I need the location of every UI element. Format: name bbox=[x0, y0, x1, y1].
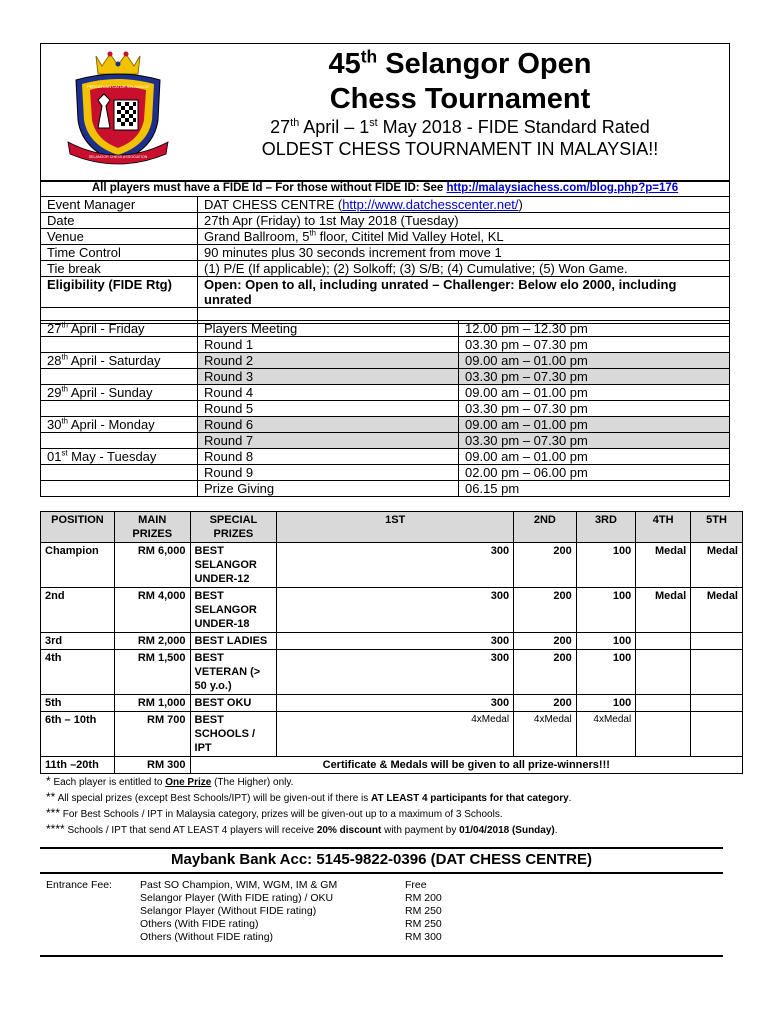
info-row bbox=[41, 261, 730, 277]
prize-3rd: 100 bbox=[576, 543, 636, 588]
schedule-time: 03.30 pm – 07.30 pm bbox=[459, 433, 730, 449]
info-value: 90 minutes plus 30 seconds increment from move 1 bbox=[198, 245, 730, 261]
prize-2nd: 200 bbox=[514, 633, 577, 650]
title-line-2: Chess Tournament bbox=[329, 83, 591, 115]
prize-position: 3rd bbox=[41, 633, 115, 650]
prize-row bbox=[41, 757, 743, 774]
schedule-time: 09.00 am – 01.00 pm bbox=[459, 449, 730, 465]
info-table bbox=[40, 180, 730, 324]
prize-2nd: 200 bbox=[514, 588, 577, 633]
fide-note: All players must have a FIDE Id – For those without FIDE ID: See http://malaysiachess.com/blog.php?p=176 bbox=[41, 181, 730, 197]
prize-main: RM 1,000 bbox=[114, 695, 190, 712]
info-row bbox=[41, 277, 730, 308]
schedule-round: Round 3 bbox=[198, 369, 459, 385]
info-label: Venue bbox=[41, 229, 198, 245]
prize-header: POSITION bbox=[41, 512, 115, 543]
prize-2nd: 4xMedal bbox=[514, 712, 577, 757]
fee-amount: Free bbox=[405, 879, 427, 891]
info-label: Event Manager bbox=[41, 197, 198, 213]
schedule-round: Round 6 bbox=[198, 417, 459, 433]
schedule-round: Round 4 bbox=[198, 385, 459, 401]
event-dates: 27th April – 1st May 2018 - FIDE Standard Rated bbox=[270, 117, 650, 137]
schedule-day: 29th April - Sunday bbox=[41, 385, 198, 401]
schedule-time: 12.00 pm – 12.30 pm bbox=[459, 321, 730, 337]
prize-header: SPECIAL PRIZES bbox=[190, 512, 277, 543]
svg-text:PERSATUAN CATUR SELANGOR: PERSATUAN CATUR SELANGOR bbox=[86, 84, 150, 89]
prize-5th bbox=[691, 712, 743, 757]
schedule-row bbox=[41, 465, 730, 481]
prize-4th bbox=[636, 633, 691, 650]
prize-1st: 4xMedal bbox=[277, 712, 514, 757]
event-manager-link[interactable]: http://www.datchesscenter.net/ bbox=[342, 197, 519, 212]
prize-row bbox=[41, 543, 743, 588]
schedule-row bbox=[41, 369, 730, 385]
prize-3rd: 100 bbox=[576, 588, 636, 633]
divider bbox=[40, 847, 723, 849]
prize-special: BEST VETERAN (> 50 y.o.) bbox=[190, 650, 277, 695]
fee-label: Entrance Fee: bbox=[46, 879, 112, 891]
info-row bbox=[41, 245, 730, 261]
prize-position: 6th – 10th bbox=[41, 712, 115, 757]
prize-row bbox=[41, 650, 743, 695]
prize-main: RM 1,500 bbox=[114, 650, 190, 695]
schedule-row bbox=[41, 433, 730, 449]
prize-main: RM 700 bbox=[114, 712, 190, 757]
prize-3rd: 100 bbox=[576, 633, 636, 650]
prize-header: 2ND bbox=[514, 512, 577, 543]
prize-main: RM 300 bbox=[114, 757, 190, 774]
info-value: Open: Open to all, including unrated – Challenger: Below elo 2000, including unrated bbox=[198, 277, 730, 308]
fee-amounts bbox=[405, 879, 485, 944]
prize-2nd: 200 bbox=[514, 650, 577, 695]
prize-table bbox=[40, 511, 743, 774]
fee-amount: RM 250 bbox=[405, 905, 442, 917]
prize-main: RM 2,000 bbox=[114, 633, 190, 650]
schedule-day: 01st May - Tuesday bbox=[41, 449, 198, 465]
prize-3rd: 100 bbox=[576, 695, 636, 712]
schedule-round: Round 2 bbox=[198, 353, 459, 369]
fee-amount: RM 300 bbox=[405, 931, 442, 943]
prize-5th bbox=[691, 695, 743, 712]
prize-header: 1ST bbox=[277, 512, 514, 543]
schedule-time: 09.00 am – 01.00 pm bbox=[459, 417, 730, 433]
fee-categories bbox=[140, 879, 400, 944]
prize-1st: 300 bbox=[277, 588, 514, 633]
prize-position: 5th bbox=[41, 695, 115, 712]
fee-category: Selangor Player (With FIDE rating) / OKU bbox=[140, 892, 334, 904]
fee-category: Past SO Champion, WIM, WGM, IM & GM bbox=[140, 879, 338, 891]
info-label: Eligibility (FIDE Rtg) bbox=[41, 277, 198, 308]
title-line-1: 45th Selangor Open bbox=[328, 46, 592, 80]
info-row bbox=[41, 197, 730, 213]
divider bbox=[40, 955, 723, 957]
divider bbox=[40, 872, 723, 874]
schedule-time: 09.00 am – 01.00 pm bbox=[459, 353, 730, 369]
prize-5th bbox=[691, 633, 743, 650]
schedule-round: Round 1 bbox=[198, 337, 459, 353]
prize-4th bbox=[636, 712, 691, 757]
prize-position: 11th –20th bbox=[41, 757, 115, 774]
note-1: * Each player is entitled to One Prize (The Higher) only. bbox=[46, 774, 294, 788]
bank-account: Maybank Bank Acc: 5145-9822-0396 (DAT CHESS CENTRE) bbox=[171, 851, 592, 868]
prize-special: BEST SELANGOR UNDER-12 bbox=[190, 543, 277, 588]
prize-3rd: 100 bbox=[576, 650, 636, 695]
info-row bbox=[41, 213, 730, 229]
schedule-round: Round 8 bbox=[198, 449, 459, 465]
fide-link[interactable]: http://malaysiachess.com/blog.php?p=176 bbox=[446, 182, 679, 194]
prize-main: RM 6,000 bbox=[114, 543, 190, 588]
schedule-row bbox=[41, 481, 730, 497]
prize-3rd: 4xMedal bbox=[576, 712, 636, 757]
prize-special: BEST SELANGOR UNDER-18 bbox=[190, 588, 277, 633]
info-row bbox=[41, 229, 730, 245]
fide-note-row bbox=[41, 181, 730, 197]
fee-category: Others (Without FIDE rating) bbox=[140, 931, 274, 943]
schedule-round: Round 7 bbox=[198, 433, 459, 449]
prize-2nd: 200 bbox=[514, 695, 577, 712]
prize-header: MAIN PRIZES bbox=[114, 512, 190, 543]
prize-1st: 300 bbox=[277, 633, 514, 650]
prize-special: BEST SCHOOLS / IPT bbox=[190, 712, 277, 757]
fee-amount: RM 200 bbox=[405, 892, 442, 904]
prize-4th bbox=[636, 650, 691, 695]
prize-1st: 300 bbox=[277, 695, 514, 712]
prize-row bbox=[41, 695, 743, 712]
prize-4th bbox=[636, 695, 691, 712]
schedule-time: 03.30 pm – 07.30 pm bbox=[459, 401, 730, 417]
schedule-day: 30th April - Monday bbox=[41, 417, 198, 433]
info-label: Date bbox=[41, 213, 198, 229]
info-label: Tie break bbox=[41, 261, 198, 277]
schedule-time: 02.00 pm – 06.00 pm bbox=[459, 465, 730, 481]
prize-position: 4th bbox=[41, 650, 115, 695]
prize-main: RM 4,000 bbox=[114, 588, 190, 633]
info-value: 27th Apr (Friday) to 1st May 2018 (Tuesday) bbox=[198, 213, 730, 229]
prize-1st: 300 bbox=[277, 650, 514, 695]
schedule-day: 27th April - Friday bbox=[41, 321, 198, 337]
schedule-row bbox=[41, 353, 730, 369]
prize-4th: Medal bbox=[636, 588, 691, 633]
note-3: *** For Best Schools / IPT in Malaysia category, prizes will be given-out up to a maximum of 3 Schools. bbox=[46, 806, 503, 820]
schedule-round: Prize Giving bbox=[198, 481, 459, 497]
certificate-note: Certificate & Medals will be given to all prize-winners!!! bbox=[190, 757, 742, 774]
prize-5th: Medal bbox=[691, 543, 743, 588]
prize-2nd: 200 bbox=[514, 543, 577, 588]
prize-1st: 300 bbox=[277, 543, 514, 588]
schedule-time: 03.30 pm – 07.30 pm bbox=[459, 369, 730, 385]
schedule-time: 03.30 pm – 07.30 pm bbox=[459, 337, 730, 353]
schedule-day: 28th April - Saturday bbox=[41, 353, 198, 369]
schedule-round: Round 5 bbox=[198, 401, 459, 417]
info-label: Time Control bbox=[41, 245, 198, 261]
info-value: Grand Ballroom, 5th floor, Cititel Mid Valley Hotel, KL bbox=[198, 229, 730, 245]
prize-header: 3RD bbox=[576, 512, 636, 543]
prize-special: BEST OKU bbox=[190, 695, 277, 712]
prize-special: BEST LADIES bbox=[190, 633, 277, 650]
prize-header-row bbox=[41, 512, 743, 543]
prize-5th: Medal bbox=[691, 588, 743, 633]
crest-logo bbox=[62, 50, 174, 168]
schedule-time: 06.15 pm bbox=[459, 481, 730, 497]
schedule-time: 09.00 am – 01.00 pm bbox=[459, 385, 730, 401]
fee-amount: RM 250 bbox=[405, 918, 442, 930]
svg-text:SELANGOR CHESS ASSOCIATION: SELANGOR CHESS ASSOCIATION bbox=[88, 155, 148, 159]
subtitle: OLDEST CHESS TOURNAMENT IN MALAYSIA!! bbox=[261, 139, 659, 159]
prize-header: 5TH bbox=[691, 512, 743, 543]
schedule-row bbox=[41, 385, 730, 401]
schedule-row bbox=[41, 449, 730, 465]
fee-category: Selangor Player (Without FIDE rating) bbox=[140, 905, 317, 917]
schedule-round: Players Meeting bbox=[198, 321, 459, 337]
note-4: **** Schools / IPT that send AT LEAST 4 players will receive 20% discount with payment by 01/04/2018 (Sunday). bbox=[46, 822, 558, 836]
schedule-round: Round 9 bbox=[198, 465, 459, 481]
schedule-row bbox=[41, 321, 730, 337]
prize-row bbox=[41, 712, 743, 757]
info-value: (1) P/E (If applicable); (2) Solkoff; (3) S/B; (4) Cumulative; (5) Won Game. bbox=[198, 261, 730, 277]
schedule-row bbox=[41, 417, 730, 433]
fee-category: Others (With FIDE rating) bbox=[140, 918, 259, 930]
schedule-table bbox=[40, 320, 730, 497]
prize-position: Champion bbox=[41, 543, 115, 588]
prize-position: 2nd bbox=[41, 588, 115, 633]
prize-row bbox=[41, 633, 743, 650]
info-value: DAT CHESS CENTRE (http://www.datchesscenter.net/) bbox=[198, 197, 730, 213]
prize-header: 4TH bbox=[636, 512, 691, 543]
prize-5th bbox=[691, 650, 743, 695]
prize-row bbox=[41, 588, 743, 633]
note-2: ** All special prizes (except Best Schools/IPT) will be given-out if there is AT LEAST 4 participants for that category. bbox=[46, 790, 572, 804]
schedule-row bbox=[41, 337, 730, 353]
schedule-row bbox=[41, 401, 730, 417]
prize-4th: Medal bbox=[636, 543, 691, 588]
